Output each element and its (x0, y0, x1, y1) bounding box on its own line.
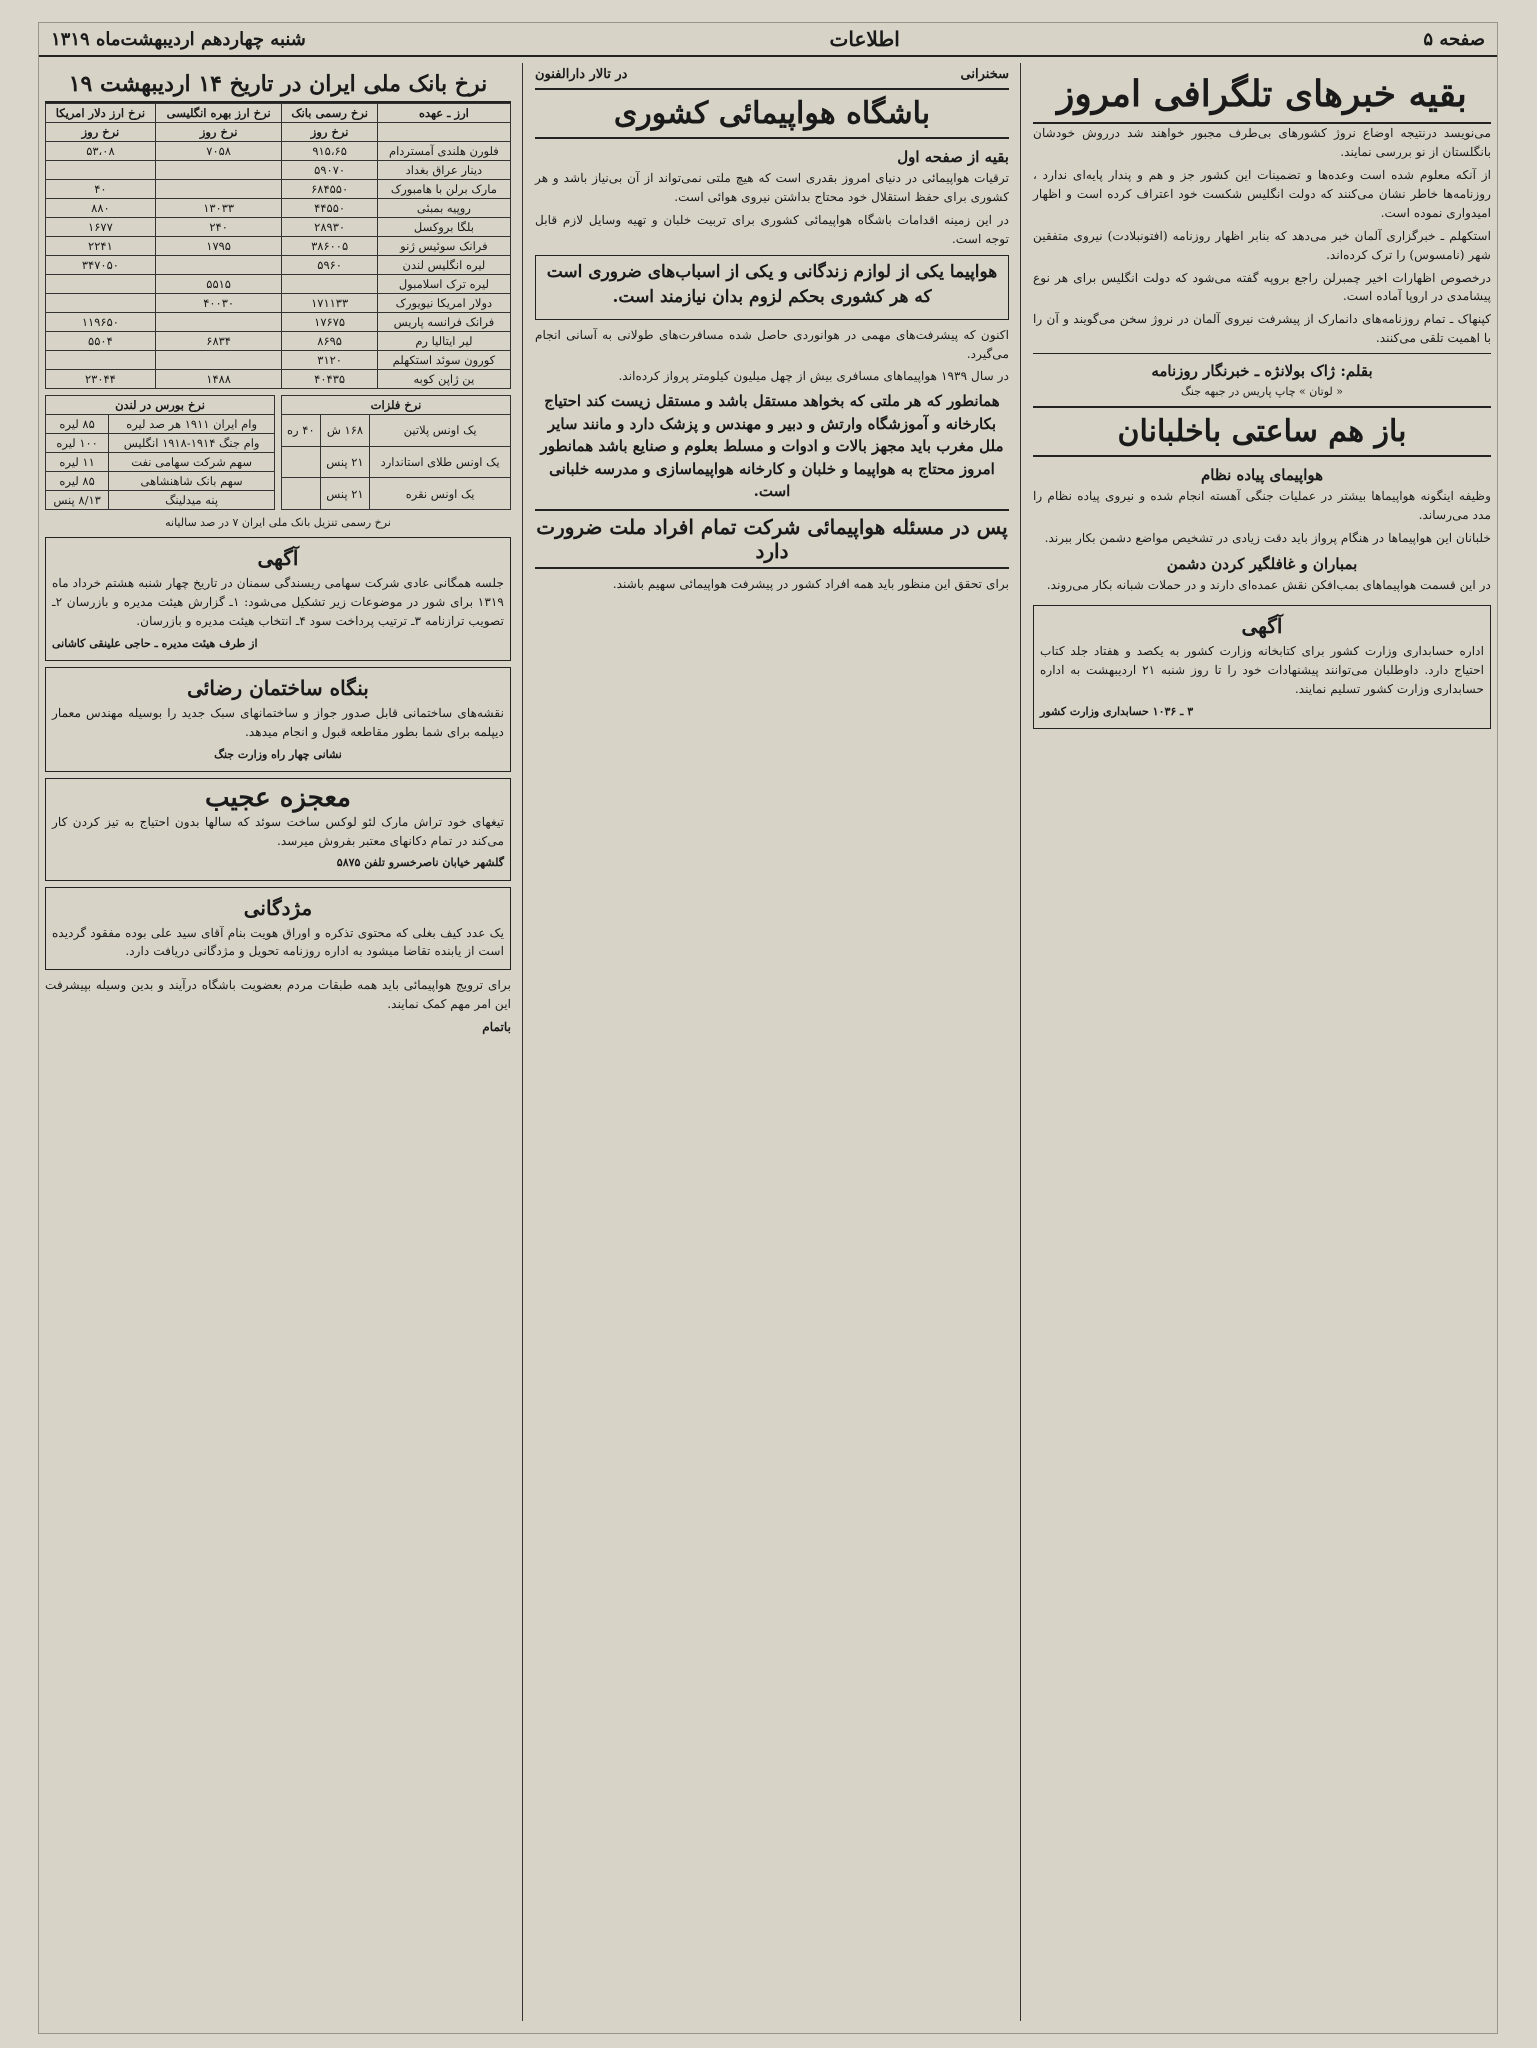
metals-cell: ۲۱ پنس (320, 446, 370, 478)
bourse-cell: پنه میدلینگ (109, 491, 275, 510)
fx-row (46, 370, 511, 389)
aviation-paragraph: در سال ۱۹۳۹ هواپیماهای مسافری بیش از چهل میلیون کیلومتر پرواز کرده‌اند. (618, 369, 1009, 384)
ad-razor-title: معجزه عجیب (205, 782, 351, 813)
subhead-bombing: بمباران و غافلگیر کردن دشمن (1166, 554, 1358, 573)
bourse-cell: ۱۱ لیره (46, 453, 109, 472)
fx-cell (155, 161, 282, 180)
fx-cell: ۱۷۱۱۳۳ (282, 294, 377, 313)
fx-cell (155, 180, 282, 199)
metals-table (281, 395, 511, 510)
notice-signature: ۳ ـ ۱۰۳۶ حسابداری وزارت کشور (1040, 704, 1194, 718)
fx-cell: دولار امریکا نیویورک (377, 294, 510, 313)
fx-row (46, 218, 511, 237)
bourse-cell: ۱۰۰ لیره (46, 434, 109, 453)
fx-cell: ۲۲۴۱ (46, 237, 156, 256)
fx-cell: ۲۸۹۳۰ (282, 218, 377, 237)
fx-cell: ۱۴۸۸ (155, 370, 282, 389)
bourse-cell: ۸۵ لیره (46, 472, 109, 491)
aviation-paragraph: برای تحقق این منظور باید همه افراد کشور در پیشرفت هواپیمائی سهیم باشند. (612, 576, 1009, 591)
page-number: صفحه ۵ (1423, 28, 1485, 50)
aviation-highlight (535, 255, 1009, 320)
notice-title: آگهی (1241, 613, 1283, 638)
fx-cell: فرانک فرانسه پاریس (377, 313, 510, 332)
ad-construction-body: نقشه‌های ساختمانی قابل صدور جواز و ساختمانهای سبک جدید را بوسیله مهندس معمار دیپلمه برای شما بطور مقاطعه قبول و انجام میدهد. (52, 705, 504, 739)
fx-cell: ۷۰۵۸ (155, 142, 282, 161)
fx-cell (46, 275, 156, 294)
fx-header-cell: نرخ ارز دلار امریکا (46, 104, 156, 123)
ad-reward-title: مژدگانی (243, 895, 313, 920)
news-paragraph: استکهلم ـ خبرگزاری آلمان خبر می‌دهد که بنابر اظهار روزنامه (افتونبلادت) نیروی متفقین شهر (نامسوس) را ترک کرده‌اند. (1033, 228, 1491, 262)
aviation-sub: بقیه از صفحه اول (897, 148, 1009, 166)
news-headline: بقیه خبرهای تلگرافی امروز (1033, 67, 1491, 124)
fx-subheader-cell: نرخ روز (46, 123, 156, 142)
fx-cell: ۴۰ (46, 180, 156, 199)
bourse-cell: سهم بانک شاهنشاهی (109, 472, 275, 491)
kicker-right: سخنرانی (960, 67, 1009, 82)
ad-razor (45, 778, 511, 881)
end-mark: باتمام (482, 1020, 511, 1035)
fx-row (46, 294, 511, 313)
fx-cell: ۹۱۵،۶۵ (282, 142, 377, 161)
fx-cell: ۳۸۶۰۰۵ (282, 237, 377, 256)
fx-table (45, 103, 511, 389)
ad-meeting-body: جلسه همگانی عادی شرکت سهامی ریسندگی سمنان در تاریخ چهار شنبه هشتم خرداد ماه ۱۳۱۹ برای شور در موضوعات زیر تشکیل می‌شود: ۱ـ گزارش هیئت مدیره و بازرسان ۲ـ تصویب ترازنامه ۳ـ ترتیب پرداخت سود ۴ـ انتخاب هیئت مدیره و بازرسان. (52, 576, 504, 628)
fx-row (46, 256, 511, 275)
fx-row (46, 180, 511, 199)
aviation-subhead: پس در مسئله هواپیمائی شرکت تمام افراد ملت ضرورت دارد (535, 509, 1009, 569)
bourse-table (45, 395, 275, 510)
fx-cell: ۵۳،۰۸ (46, 142, 156, 161)
ad-reward-body: یک عدد کیف بغلی که محتوی تذکره و اوراق هویت بنام آقای سید علی بوده مفقود گردیده است از یابنده تقاضا میشود به اداره روزنامه تحویل و مژدگانی دریافت دارد. (52, 925, 504, 959)
rate-note: نرخ رسمی تنزیل بانک ملی ایران ۷ در صد سالیانه (165, 516, 391, 529)
fx-cell (46, 351, 156, 370)
article-paragraph: وظیفه اینگونه هواپیماها بیشتر در عملیات جنگی آهسته انجام شده و نیروی پیاده نظام را مدد می‌رساند. (1033, 489, 1491, 523)
fx-cell: کورون سوئد استکهلم (377, 351, 510, 370)
metals-cell: یک اونس طلای استاندارد (370, 446, 511, 478)
kicker-left: در تالار دارالفنون (535, 67, 628, 82)
news-paragraph: از آنکه معلوم شده است وعده‌ها و تضمینات این کشور جز و هم و پندار پایه‌ای ندارد ، روزنامه‌ها خاطر نشان می‌کنند که دولت انگلیس شکست خود اعتراف کرده است و اظهار امیدواری نموده است. (1033, 168, 1491, 220)
fx-subheader-cell: نرخ روز (155, 123, 282, 142)
fx-row (46, 237, 511, 256)
fx-cell: ۲۴۰ (155, 218, 282, 237)
fx-cell: ۴۴۵۵۰ (282, 199, 377, 218)
bourse-row (46, 434, 275, 453)
fx-cell: ۱۱۹۶۵۰ (46, 313, 156, 332)
bourse-cell: وام ایران ۱۹۱۱ هر صد لیره (109, 415, 275, 434)
masthead (39, 23, 1497, 57)
rates-title: نرخ بانک ملی ایران در تاریخ ۱۴ اردیبهشت ۱۹ (45, 67, 511, 103)
bourse-cell: ۸/۱۳ پنس (46, 491, 109, 510)
fx-cell: مارک برلن با هامبورک (377, 180, 510, 199)
fx-row (46, 161, 511, 180)
metals-row (282, 446, 511, 478)
fx-cell: ۵۵۱۵ (155, 275, 282, 294)
byline-sub: « لوتان » چاپ پاریس در جبهه جنگ (1180, 385, 1344, 399)
news-paragraph: کپنهاک ـ تمام روزنامه‌های دانمارک از پیشرفت نیروی آلمان در نروژ سخن می‌گویند و آن را با اهمیت تلقی می‌کنند. (1033, 312, 1491, 346)
column-rates-ads (39, 63, 517, 2021)
metals-row (282, 415, 511, 447)
bourse-row (46, 415, 275, 434)
fx-cell: ۵۹۰۷۰ (282, 161, 377, 180)
bourse-row (46, 453, 275, 472)
metals-cell: ۱۶۸ ش (320, 415, 370, 447)
fx-cell: ۲۳۰۴۴ (46, 370, 156, 389)
fx-header-cell: نرخ ارز بهره انگلیسی (155, 104, 282, 123)
ad-meeting (45, 537, 511, 661)
metals-cell: ۴۰ ره (282, 415, 321, 447)
newspaper-page (38, 22, 1498, 2034)
date-line: شنبه چهاردهم اردیبهشت‌ماه ۱۳۱۹ (51, 28, 306, 50)
paper-name: اطلاعات (829, 27, 900, 51)
fx-header-cell: نرخ رسمی بانک (282, 104, 377, 123)
ad-construction-address: نشانی چهار راه وزارت جنگ (214, 747, 342, 761)
bourse-row (46, 491, 275, 510)
fx-cell: ین ژاپن کوبه (377, 370, 510, 389)
ad-meeting-sign: از طرف هیئت مدیره ـ حاجی علینقی کاشانی (52, 636, 258, 650)
fx-cell: دینار عراق بغداد (377, 161, 510, 180)
fx-row (46, 275, 511, 294)
fx-cell: بلگا بروکسل (377, 218, 510, 237)
article-paragraph: خلبانان این هواپیماها در هنگام پرواز باید دقت زیادی در تشخیص مواضع دشمن بکار ببرند. (1044, 531, 1491, 546)
metals-cell (282, 478, 321, 510)
fx-cell: ۱۳۰۳۳ (155, 199, 282, 218)
fx-row (46, 351, 511, 370)
subhead-infantry-planes: هواپیمای پیاده نظام (1200, 466, 1324, 485)
bourse-cell: ۸۵ لیره (46, 415, 109, 434)
fx-cell (46, 161, 156, 180)
fx-cell: روپیه بمبئی (377, 199, 510, 218)
fx-cell: فرانک سوئیس ژنو (377, 237, 510, 256)
metals-cell: یک اونس پلاتین (370, 415, 511, 447)
fx-cell: لیر ایتالیا رم (377, 332, 510, 351)
metals-title: نرخ فلزات (282, 396, 511, 415)
fx-row (46, 142, 511, 161)
notice-box (1033, 605, 1491, 729)
fx-cell: ۵۹۶۰ (282, 256, 377, 275)
news-intro: می‌نویسد درنتیجه اوضاع نروژ کشورهای بی‌طرف مجبور خواهند شد درروش خودشان بانگلستان از نو بررسی نمایند. (1033, 126, 1491, 160)
metals-cell: یک اونس نقره (370, 478, 511, 510)
aviation-highlight-1: هواپیما یکی از لوازم زندگانی و یکی از اسباب‌های ضروری است که هر کشوری بحکم لزوم بدان نیازمند است. (546, 261, 998, 308)
fx-cell: ۸۶۹۵ (282, 332, 377, 351)
pilots-headline: باز هم ساعتی باخلبانان (1033, 406, 1491, 457)
fx-cell (155, 313, 282, 332)
metals-row (282, 478, 511, 510)
column-news (1027, 63, 1497, 2021)
fx-header-cell: ارز ـ عهده (377, 104, 510, 123)
fx-cell (282, 275, 377, 294)
fx-cell: لیره انگلیس لندن (377, 256, 510, 275)
ad-construction (45, 667, 511, 772)
fx-cell (46, 294, 156, 313)
bourse-title: نرخ بورس در لندن (46, 396, 275, 415)
fx-subheader-cell: نرخ روز (282, 123, 377, 142)
metals-cell: ۲۱ پنس (320, 478, 370, 510)
notice-body: اداره حسابداری وزارت کشور برای کتابخانه وزارت کشور به یکصد و هفتاد جلد کتاب احتیاج دارد. داوطلبان می‌توانند پیشنهادات خود را تا روز شنبه ۲۱ اردیبهشت به اداره حسابداری وزارت کشور تسلیم نمایند. (1040, 643, 1485, 696)
fx-cell: ۳۴۷۰۵۰ (46, 256, 156, 275)
fx-cell: ۵۵۰۴ (46, 332, 156, 351)
aviation-paragraph: اکنون که پیشرفت‌های مهمی در هوانوردی حاصل شده مسافرت‌های طولانی به آسانی انجام می‌گیرد. (535, 327, 1009, 361)
fx-subheader-cell (377, 123, 510, 142)
ad-construction-title: بنگاه ساختمان رضائی (187, 675, 369, 700)
bourse-cell: وام جنگ ۱۹۱۴-۱۹۱۸ انگلیس (109, 434, 275, 453)
fx-cell: ۱۶۷۷ (46, 218, 156, 237)
fx-row (46, 332, 511, 351)
fx-row (46, 313, 511, 332)
fx-cell (155, 256, 282, 275)
aviation-paragraph: ترقیات هواپیمائی در دنیای امروز بقدری است که هیچ ملتی نمی‌تواند از آن بی‌نیاز باشد و هر کشوری برای حفظ استقلال خود محتاج بداشتن نیروی هوائی است. (535, 171, 1009, 204)
fx-cell: لیره ترک اسلامبول (377, 275, 510, 294)
bourse-row (46, 472, 275, 491)
fx-cell: ۶۸۴۵۵۰ (282, 180, 377, 199)
fx-cell: ۴۰۰۳۰ (155, 294, 282, 313)
ad-razor-shop: گلشهر خیابان ناصرخسرو تلفن ۵۸۷۵ (336, 856, 504, 870)
aviation-headline: باشگاه هواپیمائی کشوری (535, 88, 1009, 139)
continuation-paragraph: برای ترویج هواپیمائی باید همه طبقات مردم بعضویت باشگاه درآیند و بدین وسیله بپیشرفت این امر مهم کمک نمایند. (45, 978, 511, 1012)
aviation-paragraph: در این زمینه اقدامات باشگاه هواپیمائی کشوری برای تربیت خلبان و تهیه وسایل لازم قابل توجه است. (535, 212, 1009, 246)
fx-cell: ۶۸۳۴ (155, 332, 282, 351)
column-aviation (529, 63, 1015, 2021)
ad-razor-body: تیغهای خود تراش مارک لئو لوکس ساخت سوئد که سالها بدون احتیاج به تیز کردن کار می‌کند در تمام دکانهای معتبر بفروش میرسد. (52, 814, 504, 848)
fx-cell (155, 351, 282, 370)
fx-cell: ۸۸۰ (46, 199, 156, 218)
bourse-cell: سهم شرکت سهامی نفت (109, 453, 275, 472)
article-paragraph: در این قسمت هواپیماهای بمب‌افکن نقش عمده‌ای دارند و در حملات شبانه بکار می‌روند. (1046, 577, 1491, 592)
aviation-highlight-2: همانطور که هر ملتی که بخواهد مستقل باشد و مستقل زیست کند احتیاج بکارخانه و آموزشگاه وارتش و دبیر و مهندس و پزشک دارد و مانند سایر ملل مغرب باید مجهز بالات و ادوات و مسلط بعلوم و صنایع باشد همانطور امروز محتاج به هواپیما و خلبان و کارخانه هواپیماسازی و مدرسه خلبانی است. (540, 392, 1004, 501)
ad-meeting-title: آگهی (257, 546, 299, 571)
fx-cell: ۱۷۶۷۵ (282, 313, 377, 332)
fx-cell: ۱۷۹۵ (155, 237, 282, 256)
metals-cell (282, 446, 321, 478)
fx-cell: ۳۱۲۰ (282, 351, 377, 370)
fx-cell: ۴۰۴۳۵ (282, 370, 377, 389)
fx-cell: فلورن هلندی آمستردام (377, 142, 510, 161)
news-paragraph: درخصوص اظهارات اخیر چمبرلن راجع بروپه گفته می‌شود که دولت انگلیس برای هر نوع پیشامدی در اروپا آماده است. (1033, 270, 1491, 304)
byline: بقلم: ژاک بولانژه ـ خبرنگار روزنامه (1151, 362, 1373, 381)
fx-row (46, 199, 511, 218)
ad-reward (45, 887, 511, 971)
